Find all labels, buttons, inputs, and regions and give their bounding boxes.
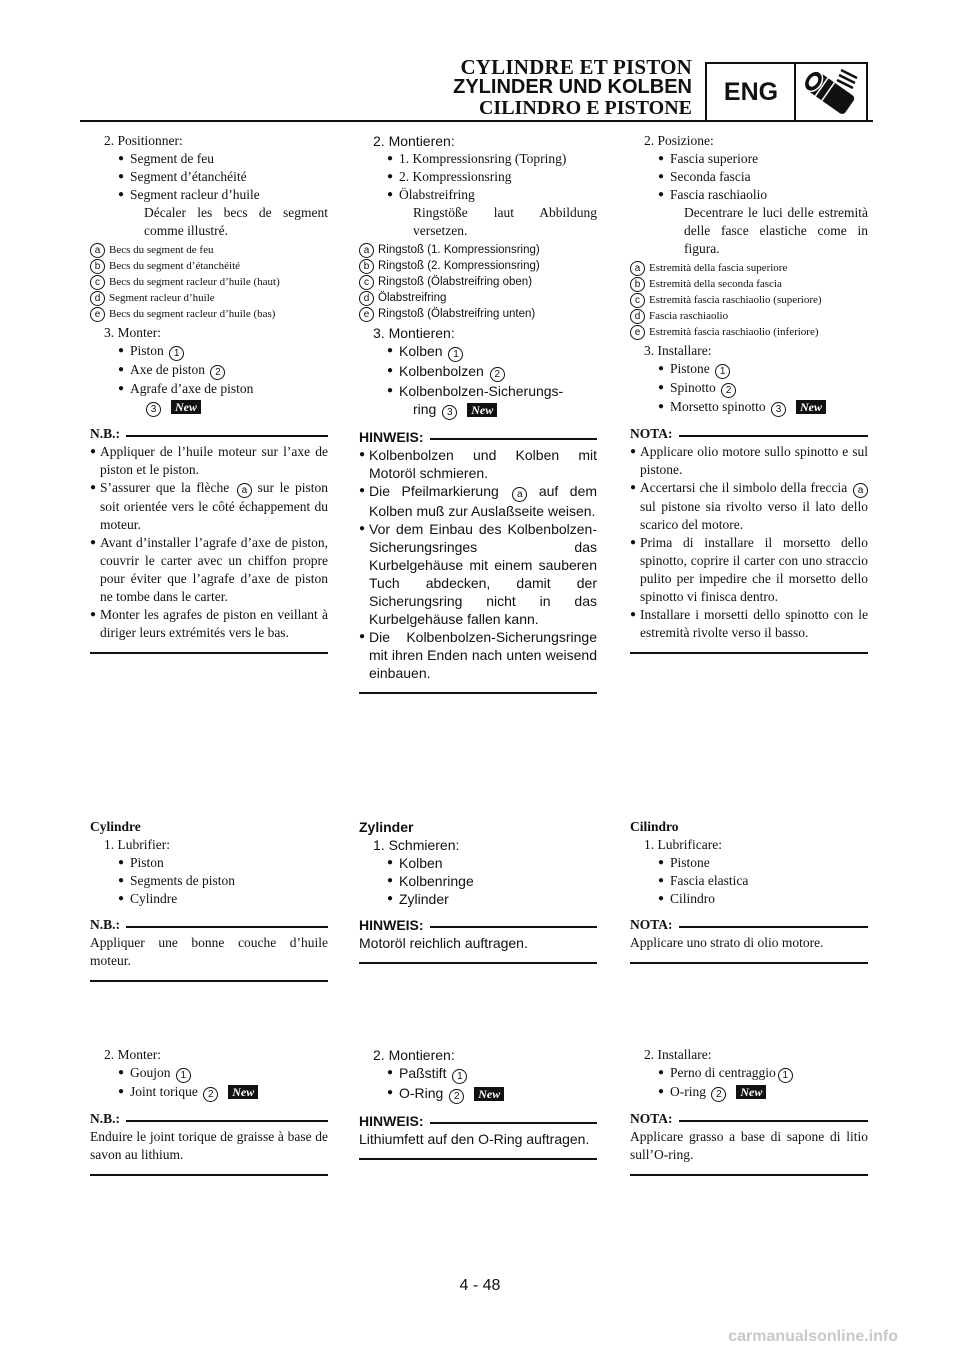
column-de-oring [359, 1046, 597, 1160]
step-title: 3. Monter: [104, 325, 161, 340]
badge-label: ENG [723, 77, 779, 106]
column-it-cylinder [630, 818, 868, 964]
column-fr-cylinder [90, 818, 328, 982]
list-item: ● O-Ring 2 New [359, 1084, 597, 1104]
note-end-rule [90, 652, 328, 654]
ref-b: b Becs du segment d’étanchéité [90, 258, 328, 274]
note-header: N.B.: [90, 1110, 328, 1128]
ref-a: a Estremità della fascia superiore [630, 260, 868, 276]
step-title: 3. Montieren: [373, 325, 455, 341]
list-item: ● Axe de piston 2 [90, 361, 328, 380]
note-header: HINWEIS: [359, 916, 597, 934]
column-de-pistons [359, 132, 597, 694]
list-item: ● Segments de piston [90, 872, 328, 890]
column-it-oring [630, 1046, 868, 1176]
step-text: Décaler les becs de segment comme illustré. [144, 205, 328, 238]
list-item: ● Fascia raschiaolio [630, 186, 868, 204]
ref-b: b Ringstoß (2. Kompressionsring) [359, 258, 597, 274]
step-title: 1. Schmieren: [373, 837, 460, 853]
note-end-rule [90, 1174, 328, 1176]
ref-c: c Estremità fascia raschiaolio (superiore) [630, 292, 868, 308]
column-fr-oring [90, 1046, 328, 1176]
list-item: ● Joint torique 2 New [90, 1083, 328, 1102]
note-header: N.B.: [90, 916, 328, 934]
note-end-rule [359, 692, 597, 694]
note-item: ● Appliquer de l’huile moteur sur l’axe de piston et le piston. [90, 443, 328, 479]
note-item: ● Installare i morsetti dello spinotto con le estremità rivolte verso il basso. [630, 606, 868, 642]
badge-divider [794, 64, 796, 120]
note-end-rule [630, 1174, 868, 1176]
ref-d: d Fascia raschiaolio [630, 308, 868, 324]
list-item-cont: ring 3 New [359, 400, 597, 420]
ref-e: e Becs du segment racleur d’huile (bas) [90, 306, 328, 322]
note-header: NOTA: [630, 916, 868, 934]
list-item: ● O-ring 2 New [630, 1083, 868, 1102]
new-badge: New [467, 403, 497, 417]
list-item: ● Perno di centraggio 1 [630, 1064, 868, 1083]
column-fr-pistons [90, 132, 328, 654]
step-text: Ringstöße laut Abbildung versetzen. [413, 205, 597, 238]
list-item: ● Pistone [630, 854, 868, 872]
step-text: Decentrare le luci delle estremità delle fasce elastiche come in figura. [684, 205, 868, 256]
list-item: ● Goujon 1 [90, 1064, 328, 1083]
note-header: NOTA: [630, 1110, 868, 1128]
piston-pin-icon [799, 66, 869, 118]
note-end-rule [630, 652, 868, 654]
list-item: ● Zylinder [359, 890, 597, 908]
note-item: ● Die Pfeilmarkierung a auf dem Kolben muß zur Auslaßseite weisen. [359, 482, 597, 520]
list-item: ● Kolbenbolzen-Sicherungs- [359, 382, 597, 400]
ref-d: d Ölabstreifring [359, 290, 597, 306]
step-title: 2. Positionner: [104, 133, 183, 148]
note-item: ● Die Kolbenbolzen-Sicherungsringe mit ihren Enden nach unten weisend einbauen. [359, 628, 597, 682]
note-header: HINWEIS: [359, 1112, 597, 1130]
list-item: ● Kolben 1 [359, 342, 597, 362]
new-badge: New [796, 400, 826, 414]
ref-a: a Ringstoß (1. Kompressionsring) [359, 242, 597, 258]
new-badge: New [171, 400, 201, 414]
step-title: 3. Installare: [644, 343, 712, 358]
list-item: ● Fascia superiore [630, 150, 868, 168]
list-item: ● Kolben [359, 854, 597, 872]
header-rule [80, 120, 873, 122]
note-end-rule [90, 980, 328, 982]
section-title: Cilindro [630, 819, 679, 834]
note-end-rule [630, 962, 868, 964]
list-item: ● Kolbenringe [359, 872, 597, 890]
step-title: 1. Lubrifier: [104, 837, 170, 852]
column-it-pistons [630, 132, 868, 654]
note-text: Applicare uno strato di olio motore. [630, 935, 824, 950]
note-text: Applicare grasso a base di sapone di litio sull’O-ring. [630, 1129, 868, 1162]
step-title: 2. Posizione: [644, 133, 714, 148]
note-item: ● S’assurer que la flèche a sur le piston soit orientée vers le côté échappement du moteur. [90, 479, 328, 534]
note-header: N.B.: [90, 425, 328, 443]
list-item: ● Cylindre [90, 890, 328, 908]
list-item: ● Fascia elastica [630, 872, 868, 890]
ref-c: c Becs du segment racleur d’huile (haut) [90, 274, 328, 290]
ref-c: c Ringstoß (Ölabstreifring oben) [359, 274, 597, 290]
note-text: Appliquer une bonne couche d’huile moteur. [90, 935, 328, 968]
page-number: 4 - 48 [459, 1277, 501, 1294]
ref-a: a Becs du segment de feu [90, 242, 328, 258]
list-item: ● Segment d’étanchéité [90, 168, 328, 186]
watermark: carmanualsonline.info [728, 1328, 898, 1345]
note-item: ● Monter les agrafes de piston en veillant à diriger leurs extrémités vers le bas. [90, 606, 328, 642]
note-text: Motoröl reichlich auftragen. [359, 935, 528, 951]
new-badge: New [228, 1085, 258, 1099]
step-title: 2. Montieren: [373, 133, 455, 149]
note-text: Lithiumfett auf den O-Ring auftragen. [359, 1131, 590, 1147]
list-item: ● Segment racleur d’huile [90, 186, 328, 204]
list-item: ● Pistone 1 [630, 360, 868, 379]
list-item: ● Piston 1 [90, 342, 328, 361]
list-item: ● Spinotto 2 [630, 379, 868, 398]
list-item: ● Paßstift 1 [359, 1064, 597, 1084]
note-end-rule [359, 962, 597, 964]
note-text: Enduire le joint torique de graisse à base de savon au lithium. [90, 1129, 328, 1162]
ref-b: b Estremità della seconda fascia [630, 276, 868, 292]
title-fr: CYLINDRE ET PISTON [460, 55, 692, 79]
list-item: ● Morsetto spinotto 3 New [630, 398, 868, 417]
step-title: 2. Installare: [644, 1047, 712, 1062]
note-item: ● Accertarsi che il simbolo della freccia a sul pistone sia rivolto verso il lato dello scarico del motore. [630, 479, 868, 534]
ref-e: e Ringstoß (Ölabstreifring unten) [359, 306, 597, 322]
new-badge: New [736, 1085, 766, 1099]
step-title: 1. Lubrificare: [644, 837, 722, 852]
list-item: ● Piston [90, 854, 328, 872]
title-it: CILINDRO E PISTONE [478, 97, 692, 119]
note-item: ● Vor dem Einbau des Kolbenbolzen-Sicherungsringes das Kurbelgehäuse mit einem sauberen Tuch abdecken, damit der Sicherungsring nicht in das Kurbelgehäuse fallen kann. [359, 520, 597, 628]
title-de: ZYLINDER UND KOLBEN [453, 76, 692, 98]
section-title: Cylindre [90, 819, 141, 834]
step-title: 2. Montieren: [373, 1047, 455, 1063]
list-item: ● Kolbenbolzen 2 [359, 362, 597, 382]
note-item: ● Prima di installare il morsetto dello spinotto, coprire il carter con uno straccio pulito per impedire che il morsetto dello spinotto vi finisca dentro. [630, 534, 868, 606]
note-item: ● Kolbenbolzen und Kolben mit Motoröl schmieren. [359, 446, 597, 482]
ref-d: d Segment racleur d’huile [90, 290, 328, 306]
list-item: ● 2. Kompressionsring [359, 168, 597, 186]
new-badge: New [474, 1087, 504, 1101]
list-item: ● Agrafe d’axe de piston [90, 380, 328, 398]
column-de-cylinder [359, 818, 597, 964]
section-title: Zylinder [359, 819, 414, 835]
ref-e: e Estremità fascia raschiaolio (inferiore) [630, 324, 868, 340]
list-item: ● Ölabstreifring [359, 186, 597, 204]
note-header: HINWEIS: [359, 428, 597, 446]
list-item: ● Cilindro [630, 890, 868, 908]
note-item: ● Applicare olio motore sullo spinotto e sul pistone. [630, 443, 868, 479]
note-item: ● Avant d’installer l’agrafe d’axe de piston, couvrir le carter avec un chiffon propre pour éviter que l’agrafe d’axe de piston ne tombe dans le carter. [90, 534, 328, 606]
note-header: NOTA: [630, 425, 868, 443]
list-item: ● Segment de feu [90, 150, 328, 168]
list-item-cont: 3 New [90, 398, 328, 417]
step-title: 2. Monter: [104, 1047, 161, 1062]
list-item: ● Seconda fascia [630, 168, 868, 186]
list-item: ● 1. Kompressionsring (Topring) [359, 150, 597, 168]
section-badge [705, 62, 868, 120]
note-end-rule [359, 1158, 597, 1160]
